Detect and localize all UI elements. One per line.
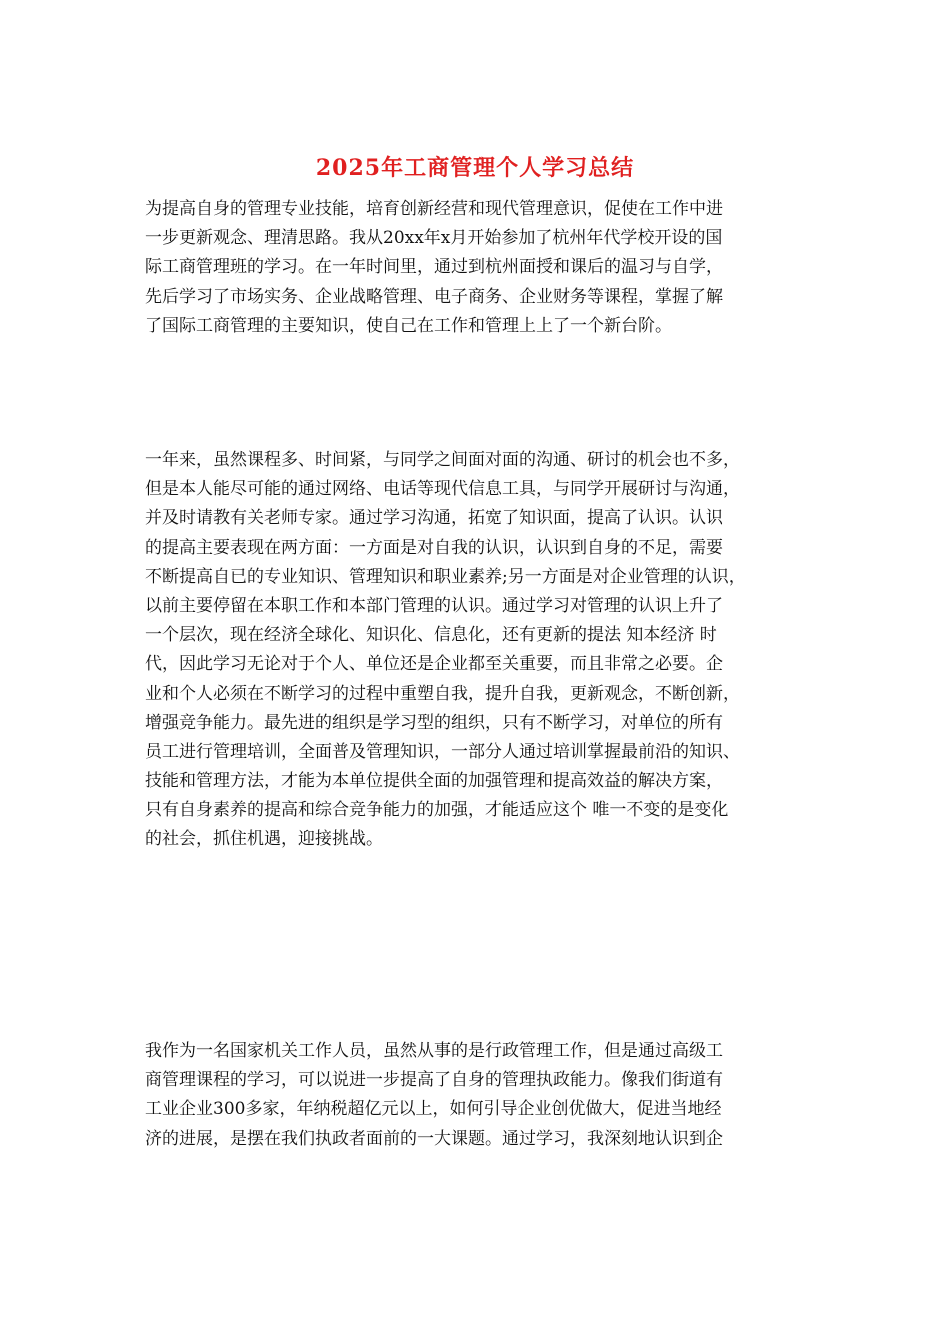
paragraph-line: 先后学习了市场实务、企业战略管理、电子商务、企业财务等课程，掌握了解 (145, 286, 723, 307)
paragraph-line: 的社会，抓住机遇，迎接挑战。 (145, 829, 383, 850)
paragraph-line: 技能和管理方法，才能为本单位提供全面的加强管理和提高效益的解决方案， (145, 771, 723, 792)
paragraph-line: 但是本人能尽可能的通过网络、电话等现代信息工具，与同学开展研讨与沟通， (145, 479, 740, 500)
paragraph-2 (145, 446, 820, 855)
paragraph-line: 济的进展，是摆在我们执政者面前的一大课题。通过学习，我深刻地认识到企 (145, 1128, 723, 1149)
paragraph-line: 代，因此学习无论对于个人、单位还是企业都至关重要，而且非常之必要。企 (145, 654, 723, 675)
paragraph-1 (145, 195, 820, 341)
paragraph-line: 以前主要停留在本职工作和本部门管理的认识。通过学习对管理的认识上升了 (145, 595, 723, 616)
paragraph-line: 只有自身素养的提高和综合竞争能力的加强，才能适应这个 唯一不变的是变化 (145, 800, 729, 821)
paragraph-line: 了国际工商管理的主要知识，使自己在工作和管理上上了一个新台阶。 (145, 315, 672, 336)
paragraph-line: 一年来，虽然课程多、时间紧，与同学之间面对面的沟通、研讨的机会也不多， (145, 450, 740, 470)
paragraph-3 (145, 1037, 820, 1154)
paragraph-line: 工业企业300多家，年纳税超亿元以上，如何引导企业创优做大，促进当地经 (145, 1099, 722, 1120)
document-title: 2025年工商管理个人学习总结 (315, 155, 635, 181)
paragraph-line: 的提高主要表现在两方面：一方面是对自我的认识，认识到自身的不足，需要 (145, 537, 723, 558)
paragraph-line: 为提高自身的管理专业技能，培育创新经营和现代管理意识，促使在工作中进 (145, 199, 723, 219)
paragraph-line: 一步更新观念、理清思路。我从20xx年x月开始参加了杭州年代学校开设的国 (145, 228, 723, 249)
paragraph-line: 不断提高自已的专业知识、管理知识和职业素养;另一方面是对企业管理的认识， (145, 566, 746, 587)
paragraph-line: 员工进行管理培训，全面普及管理知识，一部分人通过培训掌握最前沿的知识、 (145, 741, 740, 762)
paragraph-line: 际工商管理班的学习。在一年时间里，通过到杭州面授和课后的温习与自学， (145, 257, 723, 278)
paragraph-line: 增强竞争能力。最先进的组织是学习型的组织，只有不断学习，对单位的所有 (145, 712, 723, 733)
paragraph-line: 并及时请教有关老师专家。通过学习沟通，拓宽了知识面，提高了认识。认识 (145, 508, 723, 529)
paragraph-line: 业和个人必须在不断学习的过程中重塑自我，提升自我，更新观念，不断创新， (145, 683, 740, 704)
paragraph-line: 我作为一名国家机关工作人员，虽然从事的是行政管理工作，但是通过高级工 (145, 1041, 723, 1061)
paragraph-line: 一个层次，现在经济全球化、知识化、信息化，还有更新的提法 知本经济 时 (145, 625, 717, 646)
paragraph-line: 商管理课程的学习，可以说进一步提高了自身的管理执政能力。像我们街道有 (145, 1070, 723, 1091)
